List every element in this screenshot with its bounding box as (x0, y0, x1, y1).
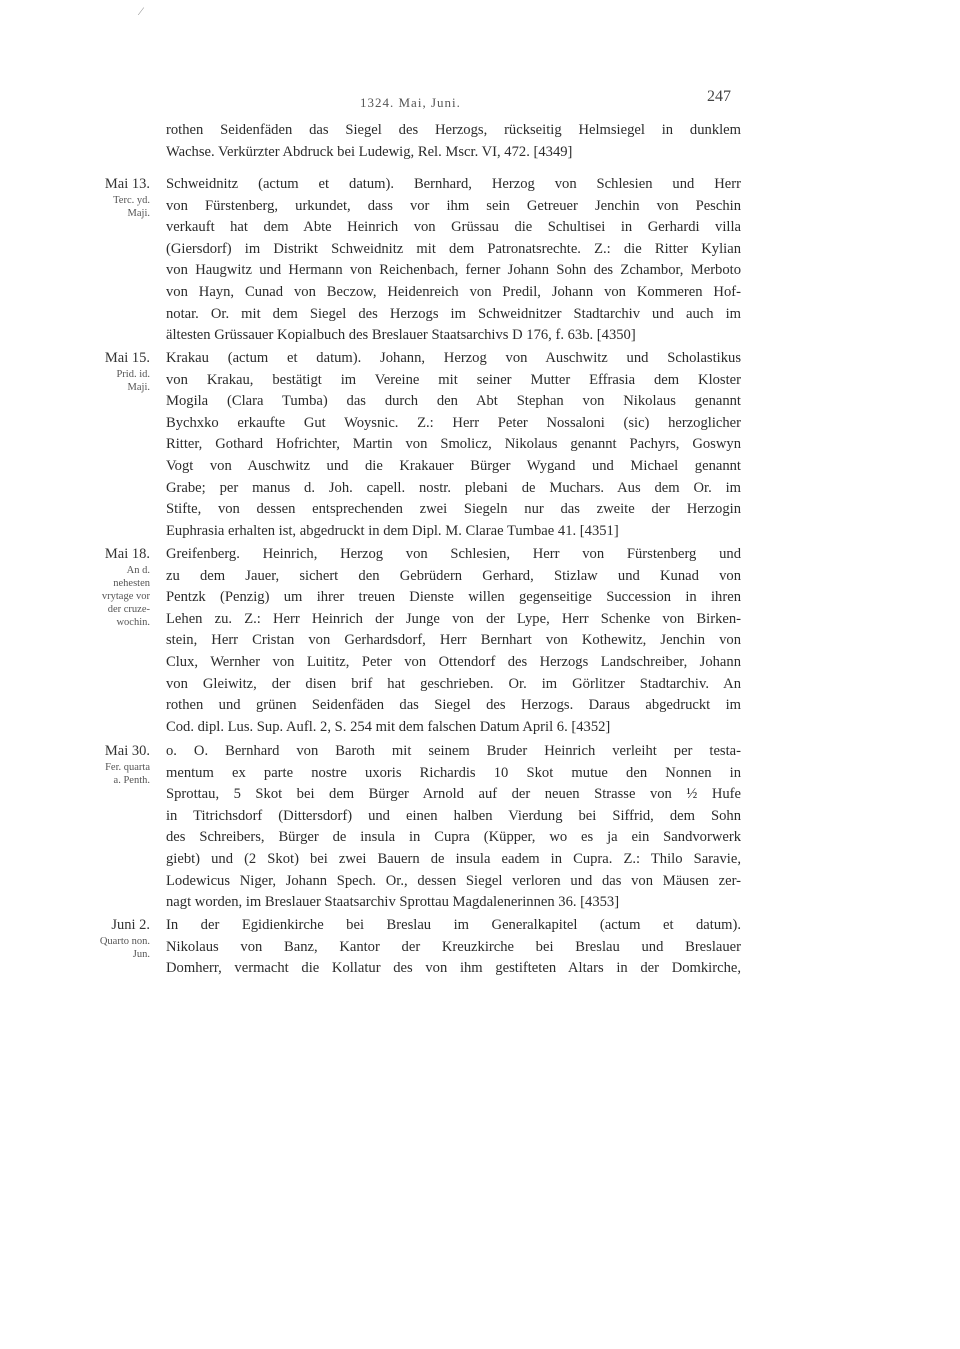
text-line: rothen Seidenfäden das Siegel des Herzogs, rückseitig Helmsiegel in dunklem (166, 122, 741, 138)
entry-date-note: der cruze- (107, 604, 150, 615)
continuation-text (166, 120, 741, 163)
text-line: Cod. dipl. Lus. Sup. Aufl. 2, S. 254 mit dem falschen Datum April 6. [4352] (166, 718, 611, 735)
entry-date: Mai 30. (104, 743, 150, 759)
entry-date-note: wochin. (116, 617, 150, 628)
entry-text (166, 741, 741, 914)
entry-date: Juni 2. (111, 917, 150, 933)
entry-date-note: An d. nehesten (113, 565, 150, 589)
entry-date: Mai 18. (104, 546, 150, 562)
text-line: Vogt von Auschwitz und die Krakauer Bürger Wygand und Michael genannt (166, 457, 741, 474)
text-line: notar. Or. mit dem Siegel des Herzogs im Schweidnitzer Stadtarchiv und auch im (166, 305, 741, 322)
entry-date-note: Terc. yd. (113, 195, 150, 206)
text-line: Ritter, Gothard Hofrichter, Martin von Smolicz, Nikolaus genannt Pachyrs, Goswyn (166, 436, 741, 453)
entry-date-note: a. Penth. (113, 775, 150, 786)
text-line: Lodewicus Niger, Johann Spech. Or., dessen Siegel verloren und das von Mäusen zer- (166, 872, 741, 889)
entry-date-note: Jun. (132, 949, 150, 960)
entry-date-note: vrytage vor (101, 591, 150, 602)
text-line: giebt) und (2 Skot) bei zwei Bauern de insula eadem in Cupra. Z.: Thilo Saravie, (166, 850, 741, 867)
text-line: nagt worden, im Breslauer Staatsarchiv Sprottau Magdalenerinnen 36. [4353] (166, 894, 620, 911)
text-line: zu dem Jauer, sichert den Gebrüdern Gerhard, Stizlaw und Kunad von (166, 567, 741, 584)
text-line: (Giersdorf) im Distrikt Schweidnitz mit dem Patronatsrechte. Z.: die Ritter Kylian (166, 240, 741, 257)
margin-date (88, 915, 150, 961)
text-line: des Schreibers, Bürger de insula in Cupra (Küpper, wo es ja ein Sandvorwerk (166, 829, 741, 846)
text-line: stein, Herr Cristan von Gerhardsdorf, Herr Bernhart von Kothewitz, Jenchin von (166, 632, 741, 649)
text-line: von Gleiwitz, der disen brif hat geschrieben. Or. im Görlitzer Stadtarchiv. An (166, 675, 741, 692)
text-line: Pentzk (Penzig) um ihrer treuen Dienste willen gegenseitige Succession in ihren (166, 589, 741, 606)
text-line: Krakau (actum et datum). Johann, Herzog von Auschwitz und Scholastikus (166, 350, 741, 366)
margin-date (88, 544, 150, 629)
text-line: Clux, Wernher von Luititz, Peter von Ottendorf des Herzogs Landschreiber, Johann (166, 653, 741, 670)
entry-text (166, 544, 741, 738)
text-line: in Titrichsdorf (Dittersdorf) und einen halben Vierdung bei Siffrid, dem Sohn (166, 807, 741, 824)
margin-date (88, 174, 150, 220)
entry-date-note: Maji. (127, 382, 150, 393)
text-line: Domherr, vermacht die Kollatur des von ihm gestifteten Altars in der Domkirche, (166, 960, 741, 977)
text-line: Grabe; per manus d. Joh. capell. nostr. plebani de Muchars. Aus dem Or. im (166, 479, 741, 496)
entry-date-note: Fer. quarta (105, 762, 150, 773)
text-line: rothen und grünen Seidenfäden das Siegel des Herzogs. Daraus abgedruckt im (166, 697, 741, 714)
entry-date: Mai 13. (104, 176, 150, 192)
text-line: Greifenberg. Heinrich, Herzog von Schlesien, Herr von Fürstenberg und (166, 546, 741, 562)
text-line: Lehen zu. Z.: Herr Heinrich der Junge von der Lype, Herr Schenke von Birken- (166, 610, 741, 627)
text-line: Euphrasia erhalten ist, abgedruckt in dem Dipl. M. Clarae Tumbae 41. [4351] (166, 522, 619, 539)
margin-date (88, 348, 150, 394)
text-line: von Hayn, Cunad von Beczow, Heidenreich von Predil, Johann von Kommeren Hof- (166, 283, 741, 300)
text-line: von Krakau, bestätigt im Vereine mit seiner Mutter Effrasia dem Kloster (166, 371, 741, 388)
text-line: Wachse. Verkürzter Abdruck bei Ludewig, Rel. Mscr. VI, 472. [4349] (166, 143, 573, 160)
text-line: Nikolaus von Banz, Kantor der Kreuzkirche bei Breslau und Breslauer (166, 938, 741, 955)
entry-date-note: Quarto non. (99, 936, 150, 947)
scan-artifact: ⁄ (140, 4, 143, 18)
text-line: In der Egidienkirche bei Breslau im Generalkapitel (actum et datum). (166, 917, 741, 933)
text-line: von Fürstenberg, urkundet, dass vor ihm sein Getreuer Jenchin von Peschin (166, 197, 741, 214)
text-line: ältesten Grüssauer Kopialbuch des Breslauer Staatsarchivs D 176, f. 63b. [4350] (166, 327, 636, 344)
text-line: Bychxko erkaufte Gut Woysnic. Z.: Herr Peter Nossaloni (sic) herzoglicher (166, 414, 741, 431)
entry-date: Mai 15. (104, 350, 150, 366)
text-line: verkauft hat dem Abte Heinrich von Grüssau die Schultisei in Gerhardi villa (166, 219, 741, 236)
text-line: Sprottau, 5 Skot bei dem Bürger Arnold auf der neuen Strasse von ½ Hufe (166, 786, 741, 803)
entry-text (166, 348, 741, 542)
entry-text (166, 915, 741, 980)
text-line: Schweidnitz (actum et datum). Bernhard, Herzog von Schlesien und Herr (166, 176, 741, 192)
text-line: o. O. Bernhard von Baroth mit seinem Bruder Heinrich verleiht per testa- (166, 743, 741, 759)
page-number: 247 (707, 88, 731, 105)
running-head: 1324. Mai, Juni. (360, 95, 461, 110)
text-line: Stifte, von dessen entsprechenden zwei Siegeln nur das zweite der Herzogin (166, 501, 741, 518)
entry-date-note: Maji. (127, 208, 150, 219)
margin-date (88, 741, 150, 787)
entry-text (166, 174, 741, 347)
text-line: mentum ex parte nostre uxoris Richardis 10 Skot mutue den Nonnen in (166, 764, 741, 781)
text-line: Mogila (Clara Tumba) das durch den Abt Stephan von Nikolaus genannt (166, 393, 741, 410)
text-line: von Haugwitz und Hermann von Reichenbach, ferner Johann Sohn des Zchambor, Merboto (166, 262, 741, 279)
entry-date-note: Prid. id. (116, 369, 150, 380)
